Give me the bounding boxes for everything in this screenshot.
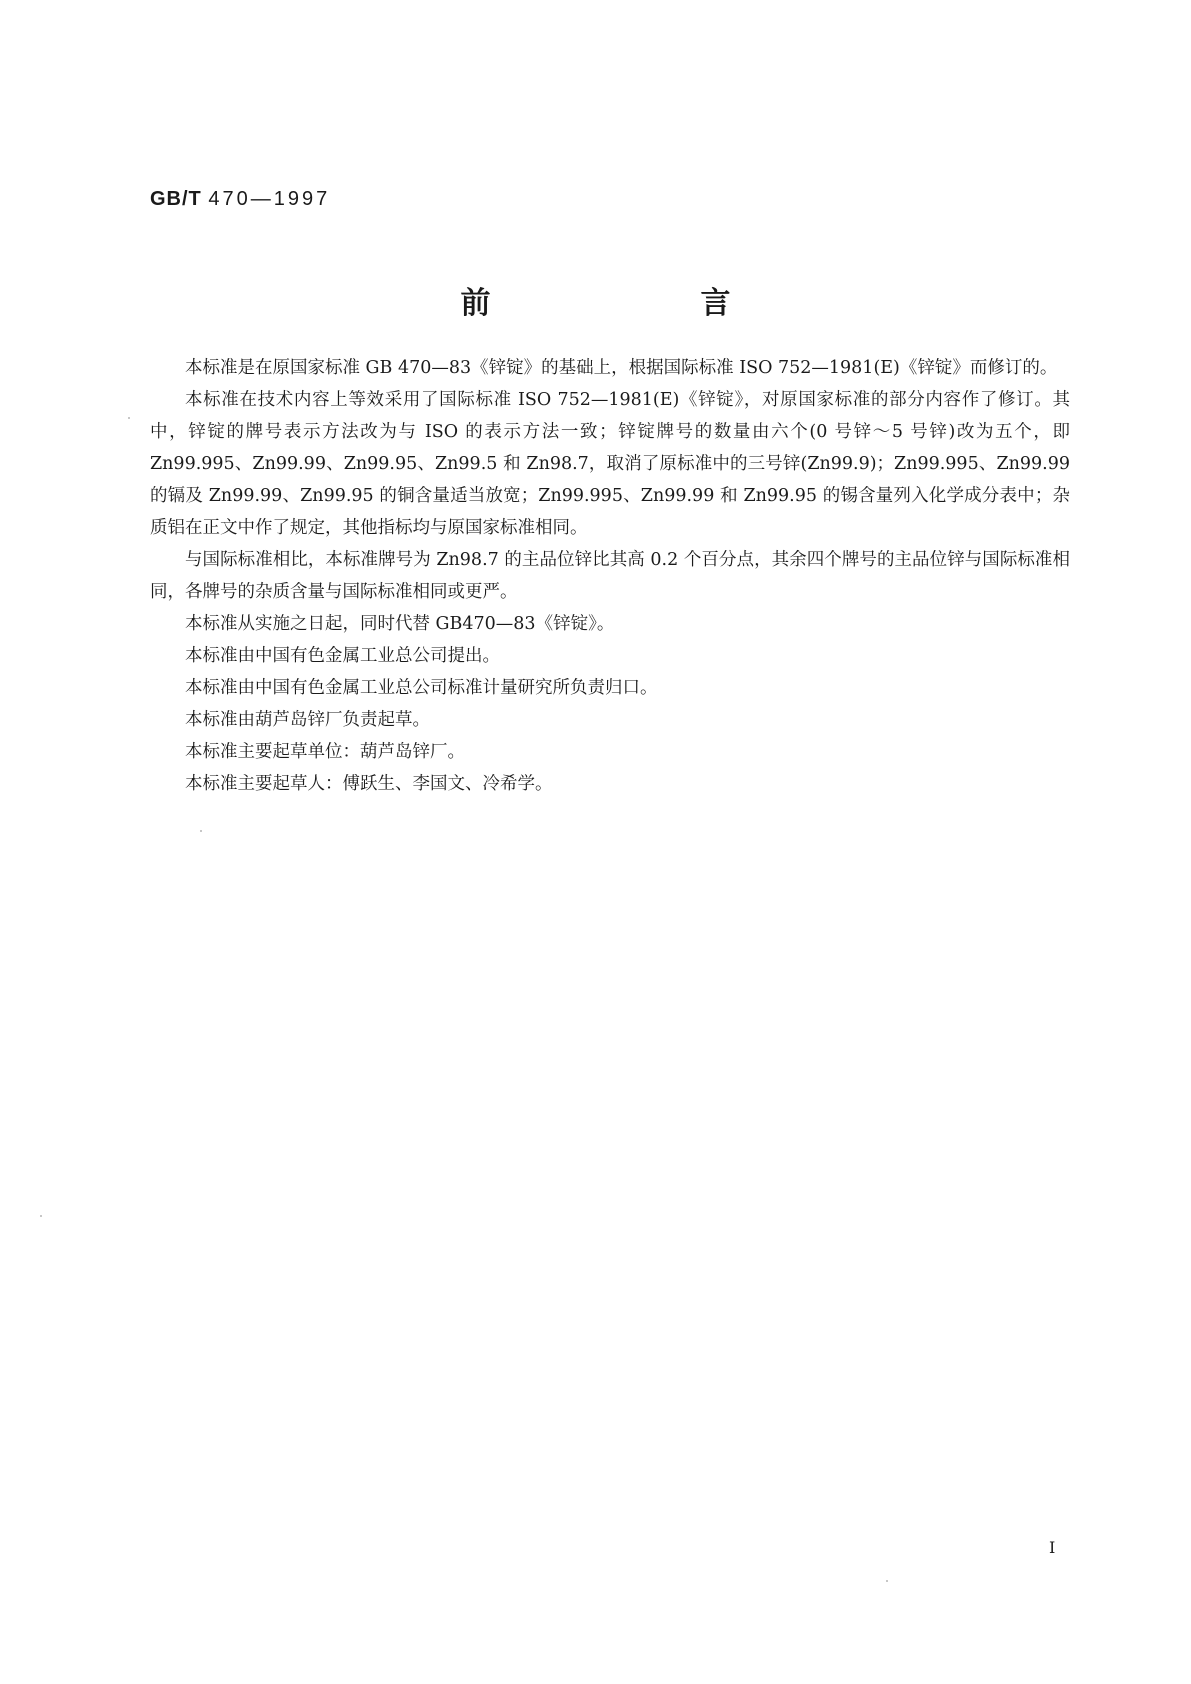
paragraph: 本标准主要起草单位：葫芦岛锌厂。: [185, 742, 465, 762]
standard-number: 470—1997: [208, 188, 331, 210]
body-text: [150, 352, 1070, 800]
paragraph: 本标准是在原国家标准 GB 470—83《锌锭》的基础上，根据国际标准 ISO 752—1981(E)《锌锭》而修订的。: [185, 358, 1058, 378]
paragraph: 本标准由中国有色金属工业总公司标准计量研究所负责归口。: [185, 678, 658, 698]
page-number: I: [1049, 1538, 1056, 1557]
paragraph: 与国际标准相比，本标准牌号为 Zn98.7 的主品位锌比其高 0.2 个百分点，其余四个牌号的主品位锌与国际标准相同，各牌号的杂质含量与国际标准相同或更严。: [150, 550, 1070, 602]
scan-speck: [886, 1580, 888, 1582]
standard-code: [150, 188, 330, 211]
standard-prefix: GB/T: [150, 188, 202, 210]
paragraph: 本标准由中国有色金属工业总公司提出。: [185, 646, 500, 666]
scan-speck: [200, 830, 202, 832]
scan-speck: [128, 417, 130, 419]
paragraph: 本标准从实施之日起，同时代替 GB470—83《锌锭》。: [185, 614, 615, 634]
paragraph: 本标准在技术内容上等效采用了国际标准 ISO 752—1981(E)《锌锭》，对原国家标准的部分内容作了修订。其中，锌锭的牌号表示方法改为与 ISO 的表示方法一致；锌锭牌号的数量由六个(0 号锌～5 号锌)改为五个，即 Zn99.995、Zn99.99、Zn99.95、Zn99.5 和 Zn98.7，取消了原标准中的三号锌(Zn99.9)；Zn99.995、Zn99.99 的镉及 Zn99.99、Zn99.95 的铜含量适当放宽；Zn99.995、Zn99.99 和 Zn99.95 的锡含量列入化学成分表中；杂质铝在正文中作了规定，其他指标均与原国家标准相同。: [150, 390, 1070, 538]
page-title: 前 言: [460, 286, 821, 321]
paragraph: 本标准主要起草人：傅跃生、李国文、冷希学。: [185, 774, 553, 794]
paragraph: 本标准由葫芦岛锌厂负责起草。: [185, 710, 430, 730]
scan-speck: [40, 1215, 42, 1217]
